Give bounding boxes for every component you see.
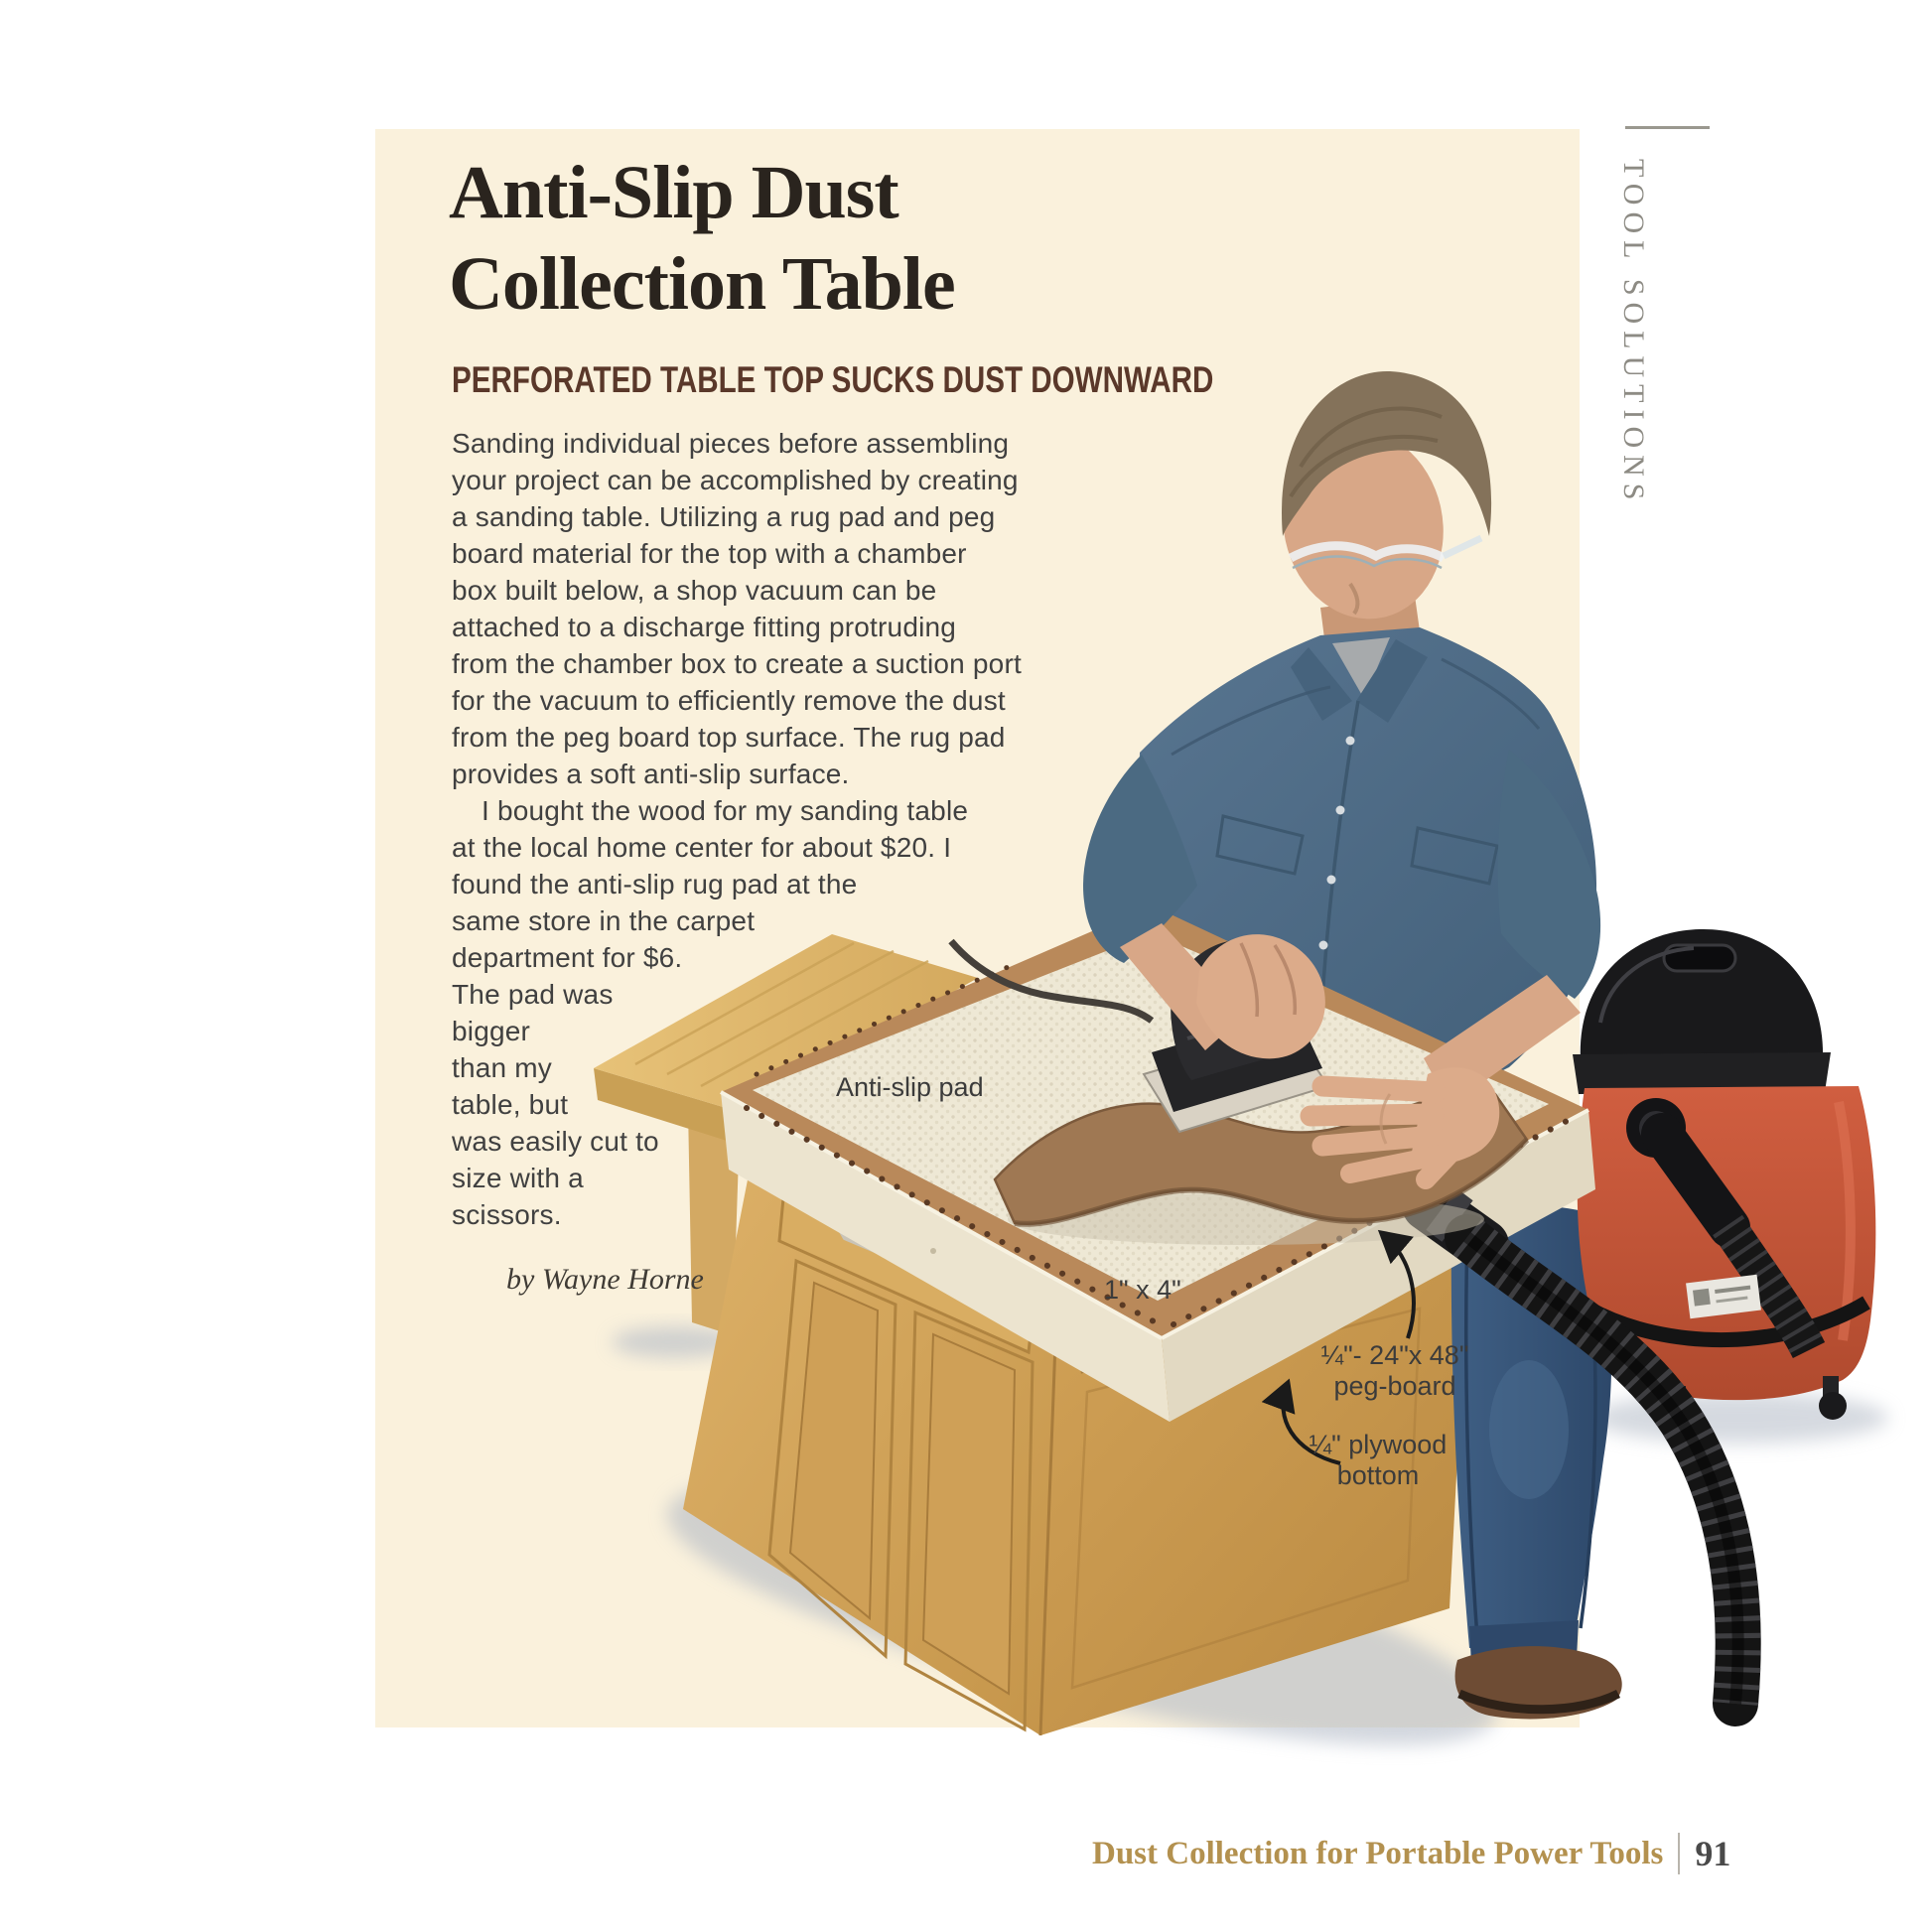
sidebar-rule bbox=[1625, 126, 1710, 129]
body-line: department for $6. bbox=[452, 942, 683, 973]
footer bbox=[1092, 1833, 1730, 1874]
byline: by Wayne Horne bbox=[506, 1263, 704, 1296]
sidebar-vertical-label: TOOL SOLUTIONS bbox=[1617, 159, 1650, 507]
footer-page-number: 91 bbox=[1695, 1834, 1731, 1873]
body-line: was easily cut to bbox=[452, 1126, 659, 1157]
body-line: provides a soft anti-slip surface. bbox=[452, 759, 850, 789]
body-line: bigger bbox=[452, 1016, 531, 1046]
label-plywood-bottom bbox=[1309, 1430, 1448, 1491]
body-line: size with a bbox=[452, 1163, 584, 1193]
body-line: your project can be accomplished by creating bbox=[452, 465, 1019, 495]
page-title bbox=[449, 147, 1203, 330]
body-line: box built below, a shop vacuum can be bbox=[452, 575, 937, 606]
body-line: for the vacuum to efficiently remove the dust bbox=[452, 685, 1006, 716]
label-anti-slip-pad: Anti-slip pad bbox=[836, 1072, 984, 1102]
body-line: than my bbox=[452, 1052, 552, 1083]
body-line: a sanding table. Utilizing a rug pad and peg bbox=[452, 501, 996, 532]
label-peg-board-line1: ¼"- 24"x 48" bbox=[1320, 1340, 1469, 1370]
title-line-1: Anti-Slip Dust bbox=[449, 151, 898, 234]
article-body bbox=[452, 425, 1022, 1233]
body-line: scissors. bbox=[452, 1199, 562, 1230]
title-line-2: Collection Table bbox=[449, 242, 955, 326]
label-plywood-line1: ¼" plywood bbox=[1309, 1430, 1448, 1459]
body-line: I bought the wood for my sanding table bbox=[482, 795, 969, 826]
body-line: table, but bbox=[452, 1089, 569, 1120]
body-line: same store in the carpet bbox=[452, 905, 756, 936]
label-peg-board bbox=[1320, 1340, 1469, 1402]
label-one-by-four: 1" x 4" bbox=[1104, 1275, 1181, 1305]
body-line: The pad was bbox=[452, 979, 614, 1010]
footer-divider bbox=[1678, 1833, 1680, 1874]
article-subtitle: PERFORATED TABLE TOP SUCKS DUST DOWNWARD bbox=[452, 359, 1214, 400]
label-peg-board-line2: peg-board bbox=[1333, 1371, 1456, 1401]
footer-book-title: Dust Collection for Portable Power Tools bbox=[1092, 1835, 1664, 1871]
body-line: at the local home center for about $20. I bbox=[452, 832, 952, 863]
body-line: attached to a discharge fitting protruding bbox=[452, 612, 957, 642]
body-line: Sanding individual pieces before assembling bbox=[452, 428, 1010, 459]
body-line: found the anti-slip rug pad at the bbox=[452, 869, 858, 899]
body-line: from the chamber box to create a suction port bbox=[452, 648, 1022, 679]
body-line: board material for the top with a chamber bbox=[452, 538, 967, 569]
body-line: from the peg board top surface. The rug pad bbox=[452, 722, 1006, 753]
label-plywood-line2: bottom bbox=[1336, 1460, 1420, 1490]
